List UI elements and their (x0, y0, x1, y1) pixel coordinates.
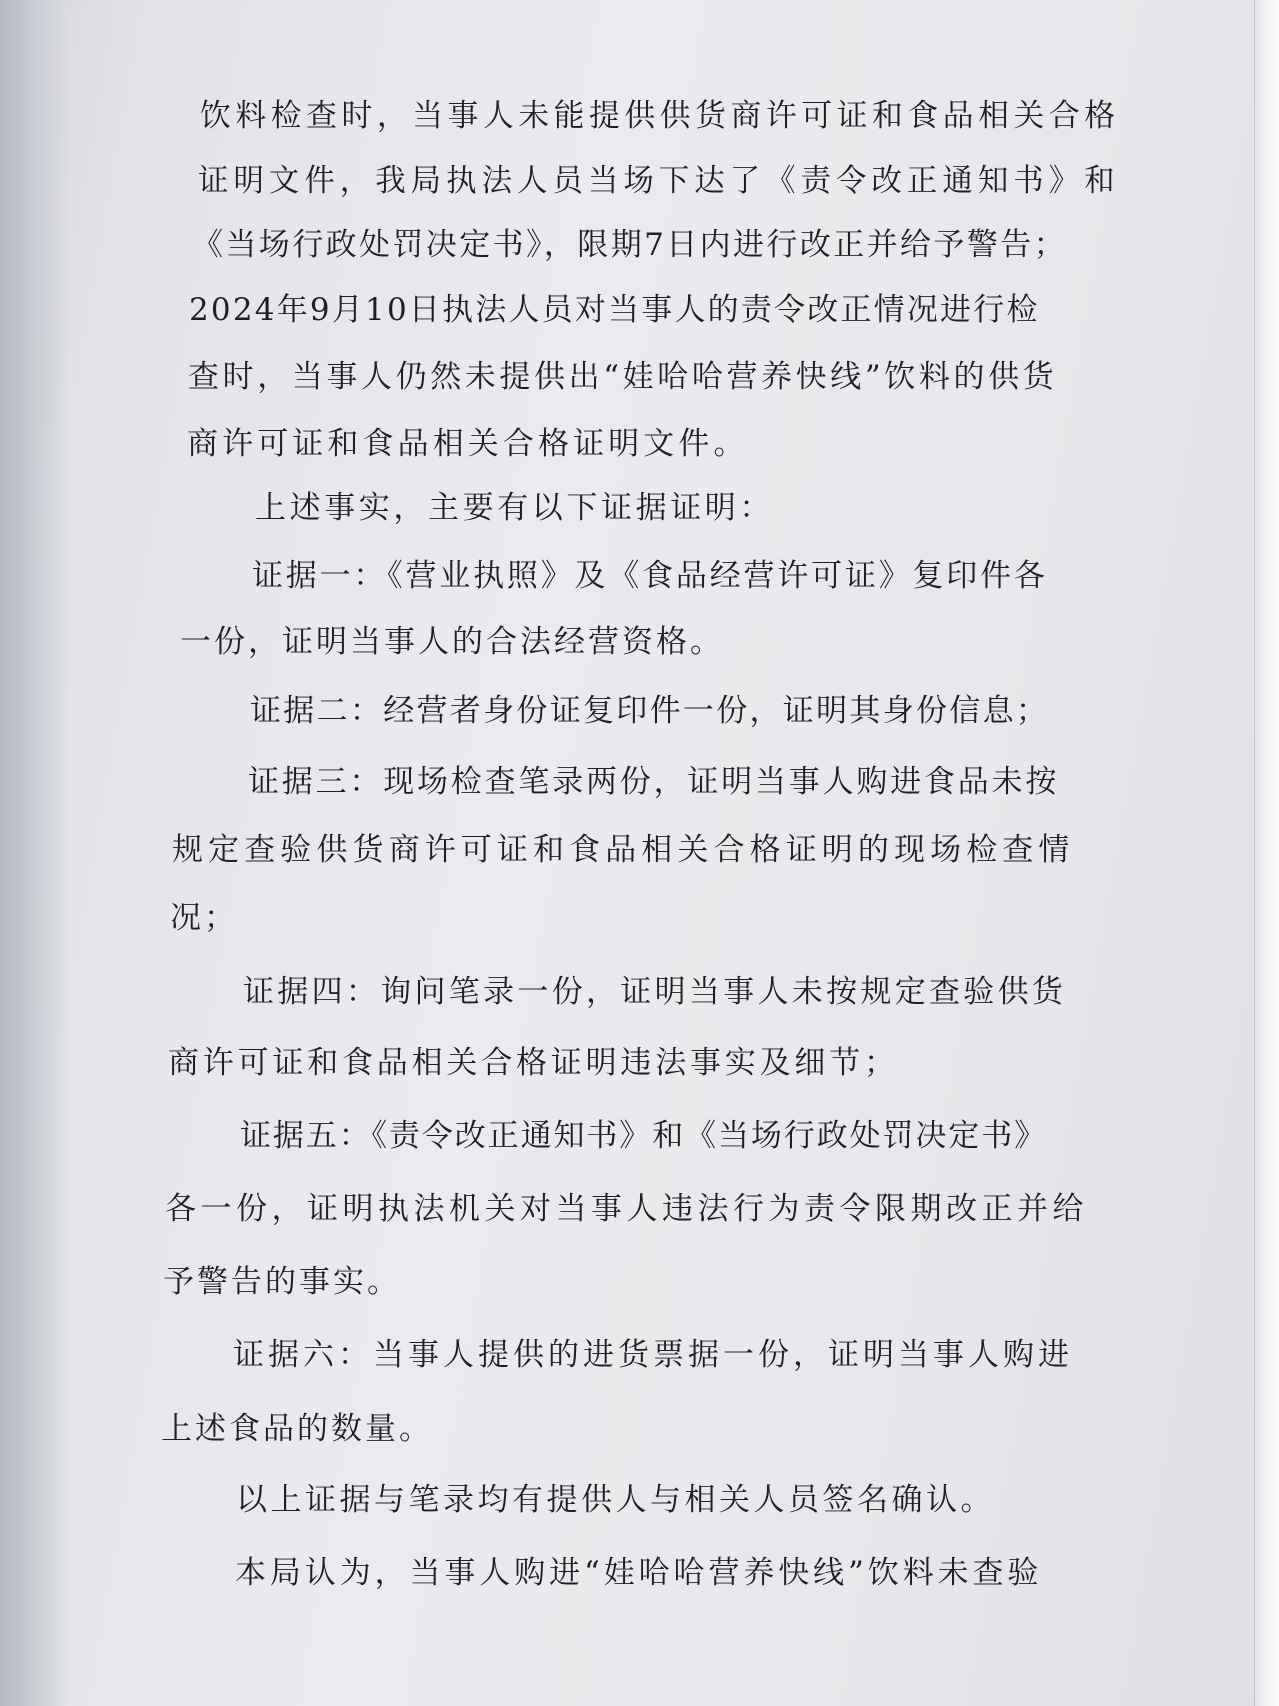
evidence-4-line-2: 商许可证和食品相关合格证明违法事实及细节； (168, 1045, 899, 1081)
body-line-1: 饮料检查时，当事人未能提供供货商许可证和食品相关合格 (200, 98, 1120, 134)
body-line-4: 2024年9月10日执法人员对当事人的责令改正情况进行检 (189, 292, 1040, 328)
evidence-6-line-1: 证据六：当事人提供的进货票据一份，证明当事人购进 (233, 1337, 1073, 1373)
evidence-3-line-2: 规定查验供货商许可证和食品相关合格证明的现场检查情 (172, 832, 1075, 868)
evidence-3-line-1: 证据三：现场检查笔录两份，证明当事人购进食品未按 (248, 764, 1060, 800)
evidence-5-line-3: 予警告的事实。 (163, 1264, 401, 1300)
evidence-1-line-1: 证据一：《营业执照》及《食品经营许可证》复印件各 (252, 558, 1048, 594)
body-line-5: 查时，当事人仍然未提供出“娃哈哈营养快线”饮料的供货 (188, 359, 1058, 395)
evidence-4-line-1: 证据四：询问笔录一份，证明当事人未按规定查验供货 (243, 974, 1067, 1010)
body-line-3: 《当场行政处罚决定书》，限期7日内进行改正并给予警告； (192, 227, 1068, 263)
evidence-5-line-2: 各一份，证明执法机关对当事人违法行为责令限期改正并给 (165, 1191, 1088, 1227)
body-line-2: 证明文件，我局执法人员当场下达了《责令改正通知书》和 (198, 163, 1120, 199)
evidence-6-line-2: 上述食品的数量。 (161, 1411, 433, 1447)
evidence-1-line-2: 一份，证明当事人的合法经营资格。 (180, 624, 724, 660)
signature-confirmation: 以上证据与笔录均有提供人与相关人员签名确认。 (236, 1482, 995, 1518)
evidence-2-line-1: 证据二：经营者身份证复印件一份，证明其身份信息； (250, 693, 1050, 729)
evidence-5-line-1: 证据五：《责令改正通知书》和《当场行政处罚决定书》 (240, 1118, 1047, 1154)
conclusion-line-1: 本局认为，当事人购进“娃哈哈营养快线”饮料未查验 (235, 1555, 1043, 1591)
evidence-intro: 上述事实，主要有以下证据证明： (255, 490, 774, 526)
evidence-3-line-3: 况； (170, 900, 238, 936)
body-line-6: 商许可证和食品相关合格证明文件。 (187, 426, 749, 462)
